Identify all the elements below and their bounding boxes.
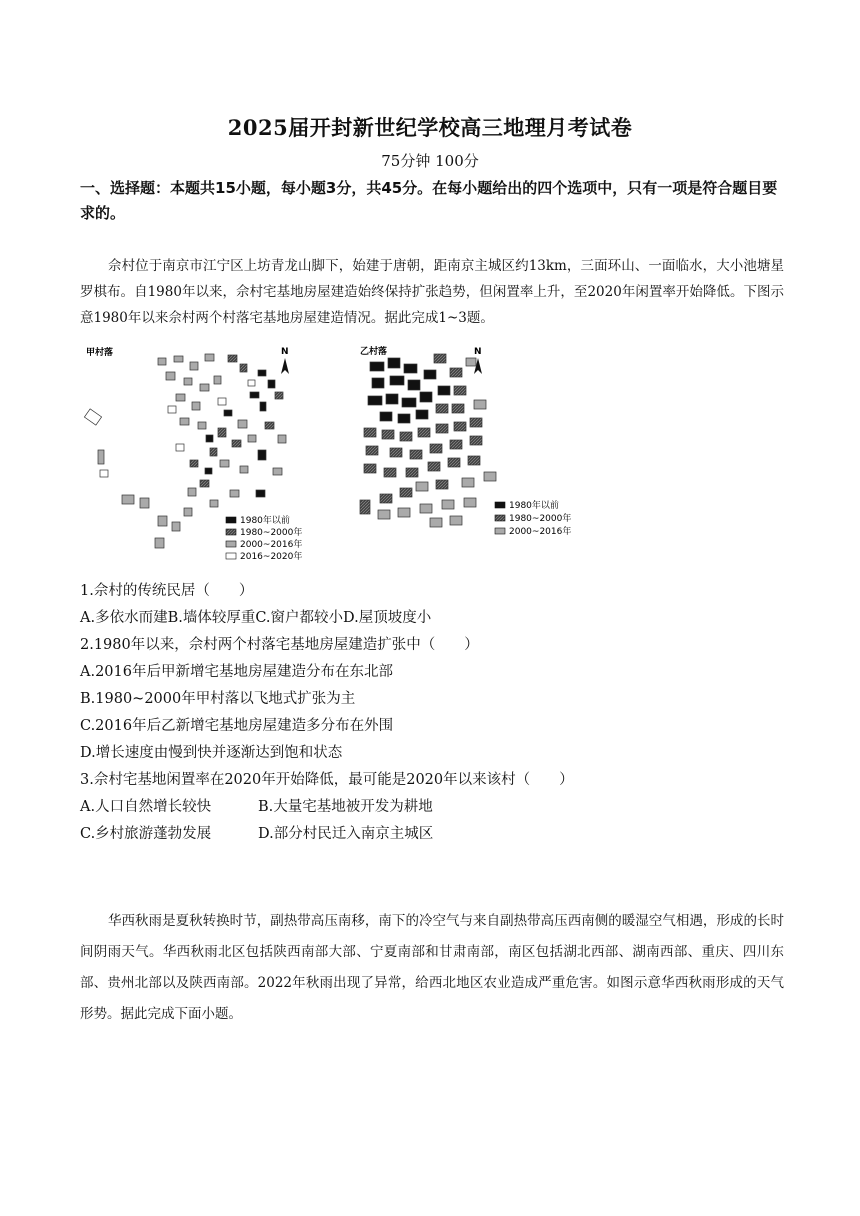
- north-arrow: [281, 347, 289, 374]
- question-2-option-c: C.2016年后乙新增宅基地房屋建造多分布在外围: [80, 718, 394, 734]
- village-yi-label: 乙村落: [360, 347, 388, 357]
- question-2-option-a: A.2016年后甲新增宅基地房屋建造分布在东北部: [80, 664, 393, 680]
- question-2-stem: 2.1980年以来，佘村两个村落宅基地房屋建造扩张中（ ）: [80, 637, 479, 653]
- question-3-option-a: A.人口自然增长较快: [80, 799, 212, 815]
- north-label: N: [474, 347, 482, 357]
- question-1-options: A.多依水而建B.墙体较厚重C.窗户都较小D.屋顶坡度小: [80, 610, 432, 626]
- legend: [495, 499, 571, 537]
- north-label: N: [281, 347, 289, 357]
- question-3-option-d: D.部分村民迁入南京主城区: [258, 826, 434, 842]
- question-2-option-b: B.1980~2000年甲村落以飞地式扩张为主: [80, 691, 356, 707]
- exam-title: 2025届开封新世纪学校高三地理月考试卷: [227, 115, 633, 140]
- legend: [226, 514, 302, 562]
- question-3-option-b: B.大量宅基地被开发为耕地: [258, 799, 433, 815]
- legend-item: 1980年以前: [509, 501, 559, 511]
- passage-1: 佘村位于南京市江宁区上坊青龙山脚下，始建于唐朝，距南京主城区约13km，三面环山、一面临水，大小池塘星罗棋布。自1980年以来，佘村宅基地房屋建造始终保持扩张趋势，但闲置率上升，至2020年闲置率开始降低。下图示意1980年以来佘村两个村落宅基地房屋建造情况。据此完成1~3题。: [80, 258, 784, 326]
- question-2-option-d: D.增长速度由慢到快并逐渐达到饱和状态: [80, 745, 343, 761]
- passage-2: 华西秋雨是夏秋转换时节，副热带高压南移，南下的冷空气与来自副热带高压西南侧的暖湿空气相遇，形成的长时间阴雨天气。华西秋雨北区包括陕西南部大部、宁夏南部和甘肃南部，南区包括湖北西部、湖南西部、重庆、四川东部、贵州北部以及陕西南部。2022年秋雨出现了异常，给西北地区农业造成严重危害。如图示意华西秋雨形成的天气形势。据此完成下面小题。: [80, 913, 784, 1022]
- legend-item: 2000~2016年: [240, 540, 303, 550]
- village-yi-map: [350, 340, 585, 540]
- legend-item: 1980~2000年: [240, 528, 303, 538]
- question-1-stem: 1.佘村的传统民居（ ）: [80, 583, 254, 599]
- exam-subtitle: 75分钟 100分: [381, 152, 479, 170]
- question-3-option-c: C.乡村旅游蓬勃发展: [80, 826, 212, 842]
- question-3-stem: 3.佘村宅基地闲置率在2020年开始降低，最可能是2020年以来该村（ ）: [80, 772, 574, 788]
- legend-item: 2000~2016年: [509, 527, 572, 537]
- legend-item: 1980~2000年: [509, 514, 572, 524]
- village-jia-label: 甲村落: [86, 348, 114, 358]
- section-heading: 一、选择题：本题共15小题，每小题3分，共45分。在每小题给出的四个选项中，只有一项是符合题目要求的。: [80, 179, 778, 222]
- legend-item: 2016~2020年: [240, 552, 303, 562]
- village-jia-map: [80, 340, 315, 565]
- building-blocks: [360, 354, 496, 527]
- legend-item: 1980年以前: [240, 516, 290, 526]
